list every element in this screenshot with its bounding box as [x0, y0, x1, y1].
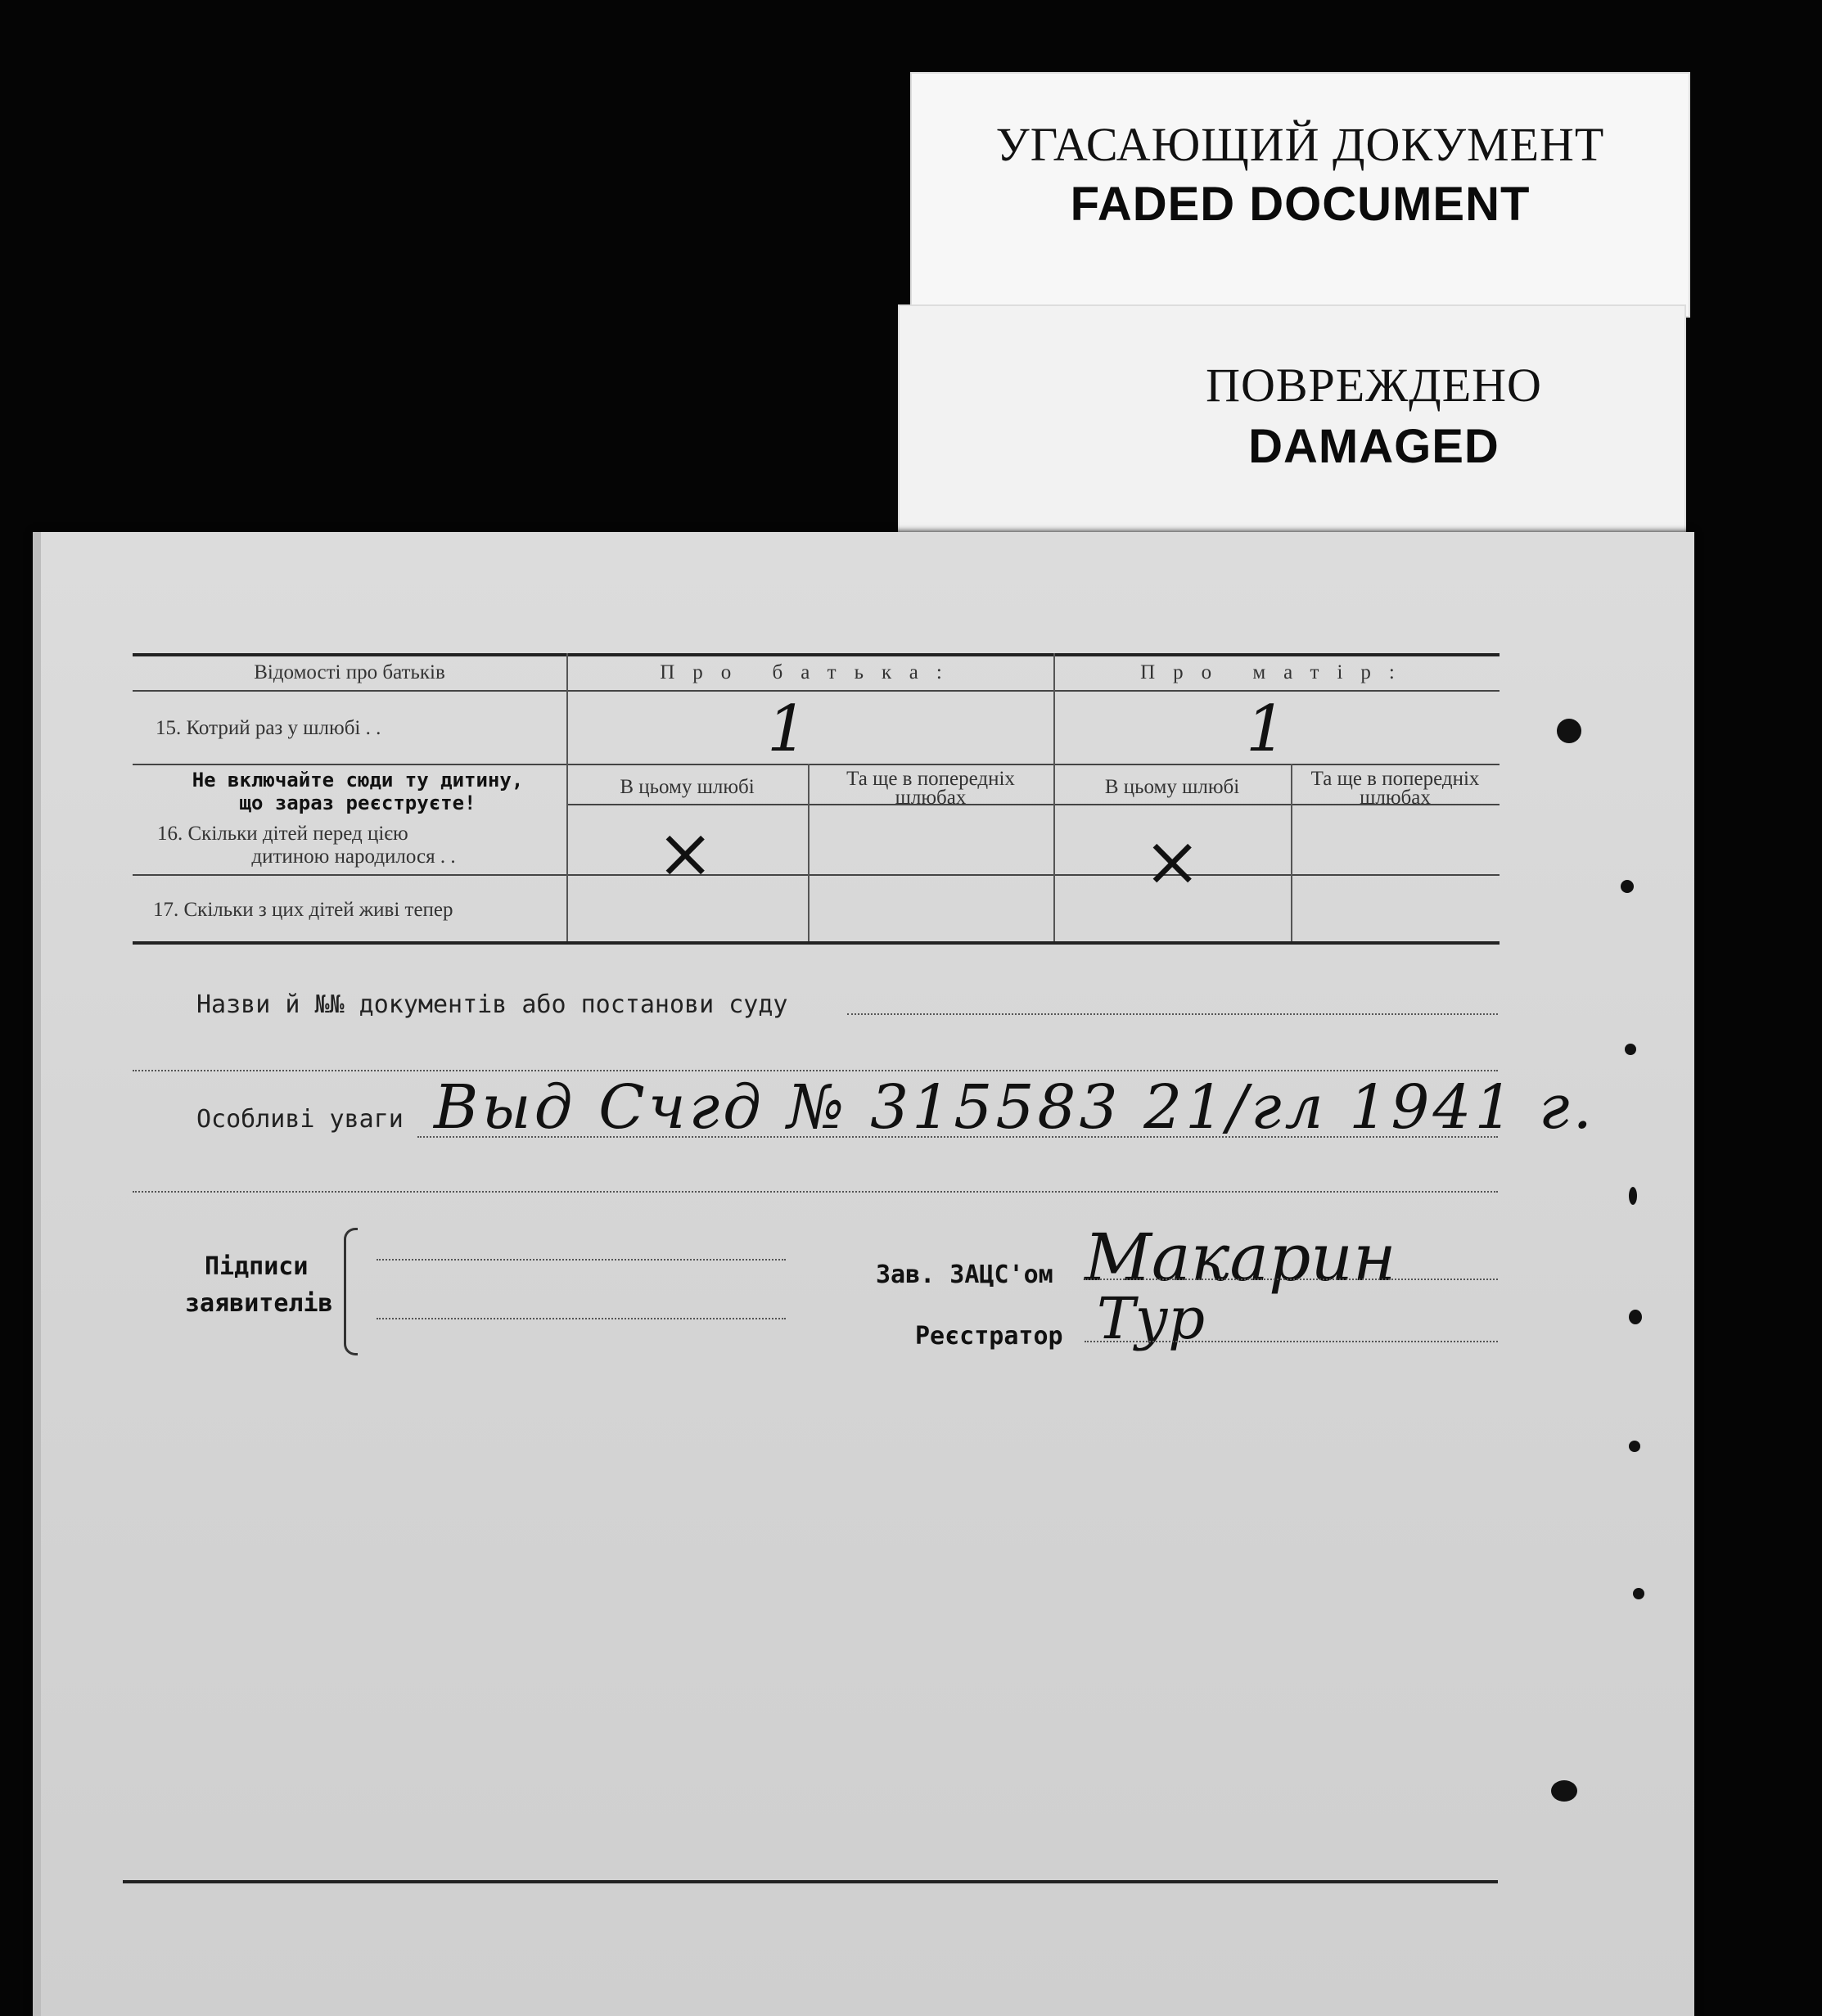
mother-previous-line2: шлюбах	[1360, 787, 1431, 809]
header-info: Відомості про батьків	[254, 661, 445, 683]
row16-mother-mark: ×	[1143, 821, 1202, 901]
remarks-line-2	[133, 1191, 1498, 1193]
punch-hole	[1629, 1310, 1642, 1324]
registrar-label: Реєстратор	[915, 1322, 1063, 1351]
sheet-edge	[33, 532, 41, 2016]
row15-father-value: 1	[767, 692, 808, 766]
row17-label: 17. Скільки з цих дітей живі тепер	[153, 899, 453, 921]
registrar-signature: Тур	[1097, 1285, 1206, 1352]
punch-hole	[1557, 719, 1581, 743]
documents-label: Назви й №№ документів або постанови суду	[196, 990, 788, 1019]
row16-line1: 16. Скільки дітей перед цією	[157, 823, 408, 845]
header-rule	[133, 690, 1500, 692]
row16-line2: дитиною народилося . .	[251, 846, 456, 868]
punch-hole	[1629, 1187, 1637, 1205]
table-bottom-rule	[133, 941, 1500, 945]
applicant-signature-line-2	[377, 1318, 786, 1319]
faded-label-en: FADED DOCUMENT	[1070, 178, 1531, 231]
signatures-brace	[344, 1228, 358, 1355]
damaged-label	[898, 304, 1686, 550]
father-previous-line2: шлюбах	[895, 787, 967, 809]
table-top-rule	[133, 653, 1500, 656]
damaged-label-en: DAMAGED	[1248, 420, 1500, 473]
row16-father-mark: ×	[656, 813, 715, 893]
footer-rule	[123, 1880, 1498, 1883]
faded-label-ru: УГАСАЮЩИЙ ДОКУМЕНТ	[995, 118, 1605, 171]
documents-line	[847, 1013, 1498, 1015]
punch-hole	[1621, 880, 1634, 893]
document-sheet	[33, 532, 1694, 2016]
row15-mother-value: 1	[1246, 692, 1287, 766]
remarks-line	[417, 1136, 1498, 1138]
applicant-signature-line-1	[377, 1259, 786, 1261]
faded-document-label	[910, 72, 1690, 318]
mother-previous-line1: Та ще в попередніх	[1310, 768, 1480, 790]
father-previous-line1: Та ще в попередніх	[846, 768, 1015, 790]
note-line2: що зараз реєструєте!	[239, 792, 476, 814]
remarks-label: Особливі уваги	[196, 1105, 404, 1134]
punch-hole	[1633, 1588, 1644, 1599]
father-this-marriage: В цьому шлюбі	[620, 776, 755, 798]
row15-rule	[133, 764, 1500, 765]
row16-rule	[133, 874, 1500, 876]
header-father: Про батька:	[660, 661, 960, 683]
remarks-value: Выд Счгд № 315583 21/гл 1941 г.	[434, 1072, 1595, 1143]
registrar-signature-line	[1085, 1341, 1498, 1342]
punch-hole	[1551, 1780, 1577, 1802]
signatures-label-line1: Підписи	[205, 1252, 309, 1281]
documents-line-2	[133, 1070, 1498, 1071]
row15-label: 15. Котрий раз у шлюбі . .	[156, 717, 381, 739]
signatures-label-line2: заявителів	[185, 1289, 333, 1318]
head-signature-line	[1085, 1279, 1498, 1280]
punch-hole	[1625, 1044, 1636, 1055]
head-label: Зав. ЗАЦС'ом	[876, 1261, 1053, 1289]
mother-this-marriage: В цьому шлюбі	[1104, 776, 1240, 798]
damaged-label-ru: ПОВРЕЖДЕНО	[1206, 359, 1542, 412]
punch-hole	[1629, 1441, 1640, 1452]
header-mother: Про матір:	[1140, 661, 1413, 683]
head-signature: Макарин	[1085, 1220, 1396, 1296]
note-line1: Не включайте сюди ту дитину,	[192, 769, 524, 792]
